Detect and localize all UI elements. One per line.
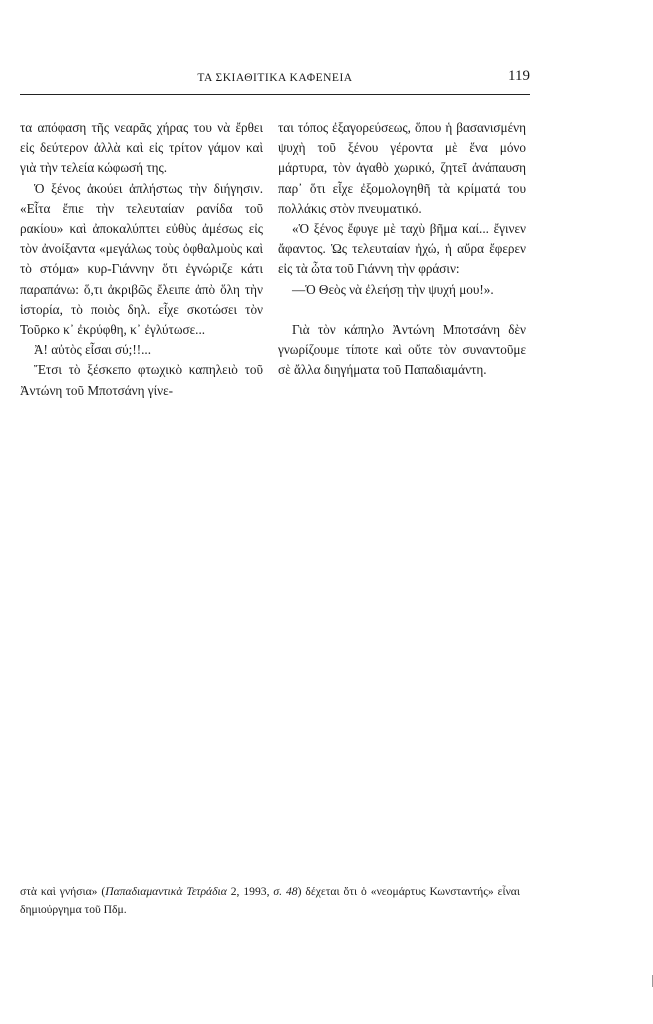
paragraph: —Ὁ Θεὸς νὰ ἐλεήσῃ τὴν ψυχή μου!». bbox=[292, 281, 494, 297]
paragraph: «Ὁ ξένος ἔφυγε μὲ ταχὺ βῆμα καί... ἔγινεν ἄφαντος. Ὡς τελευταίαν ἠχώ, ἡ αὔρα ἔφερεν εἰς τὰ ὦτα τοῦ Γιάννη τὴν φράσιν: bbox=[278, 221, 526, 277]
paragraph: Γιὰ τὸν κάπηλο Ἀντώνη Μποτσάνη δὲν γνωρίζουμε τίποτε καὶ οὔτε τὸν συναντοῦμε σὲ ἄλλα διηγήματα τοῦ Παπαδιαμάντη. bbox=[278, 321, 526, 378]
footnote-text-before: στὰ καὶ γνήσια» ( bbox=[20, 885, 106, 898]
paragraph: Ἔτσι τὸ ξέσκεπο φτωχικὸ καπηλειὸ τοῦ Ἀντώνη τοῦ Μποτσάνη γίνε- bbox=[20, 362, 263, 398]
footnote-page-ref: σ. 48 bbox=[273, 885, 298, 898]
footnote-journal-title: Παπαδιαμαντικὰ Τετράδια bbox=[105, 885, 227, 898]
left-column bbox=[20, 118, 263, 401]
running-head bbox=[20, 66, 530, 90]
paragraph: τα απόφαση τῆς νεαρᾶς χήρας του νὰ ἔρθει εἰς δεύτερον ἀλλὰ καὶ εἰς τρίτον γάμον καὶ γιὰ τὴν τελεία κώφωσή της. bbox=[20, 120, 263, 176]
page-number: 119 bbox=[508, 68, 530, 84]
right-column bbox=[278, 118, 526, 380]
header-rule bbox=[20, 94, 530, 95]
footnote-text-after: ) δέχεται ὅτι ὁ «νεομάρτυς Κωνσταντής» εἶναι δημιούργημα τοῦ Πδμ. bbox=[20, 885, 520, 916]
paragraph: Ἀ! αὐτὸς εἶσαι σύ;!!... bbox=[34, 342, 151, 358]
paragraph: ται τόπος ἐξαγορεύσεως, ὅπου ἡ βασανισμένη ψυχὴ τοῦ ξένου γέροντα μὲ ἕνα μόνο μάρτυρα, τὸν ἀγαθὸ χωρικό, ζητεῖ ἀνάπαυση παρ᾽ ὅτι εἶχε ἐξομολογηθῆ τὰ κρίματά του πολλάκις στὸν πνευματικό. bbox=[278, 120, 526, 216]
footnote bbox=[20, 883, 520, 919]
footnote-text bbox=[20, 883, 520, 919]
paragraph: Ὁ ξένος ἀκούει ἀπλήστως τὴν διήγησιν. «Εἶτα ἔπιε τὴν τελευταίαν ρανίδα τοῦ ρακίου» καὶ ἀποκαλύπτει εὐθὺς ἀμέσως εἰς τὸν ἀνοίξαντα «μεγάλως τοὺς ὀφθαλμοὺς καὶ τὸ στόμα» κυρ-Γιάννην ὅτι ἐγνώριζε κάτι παραπάνω: ὅ,τι ἀκριβῶς ἔλειπε ἀπὸ ὅλη τὴν ἱστορία, τὸ ποιὸς δηλ. εἶχε σκοτώσει τὸν Τοῦρκο κ᾽ ἐκρύφθη, κ᾽ ἐγλύτωσε... bbox=[20, 180, 263, 338]
running-title: ΤΑ ΣΚΙΑΘΙΤΙΚΑ ΚΑΦΕΝΕΙΑ bbox=[197, 72, 353, 84]
footnote-text-middle: 2, 1993, bbox=[226, 885, 274, 898]
